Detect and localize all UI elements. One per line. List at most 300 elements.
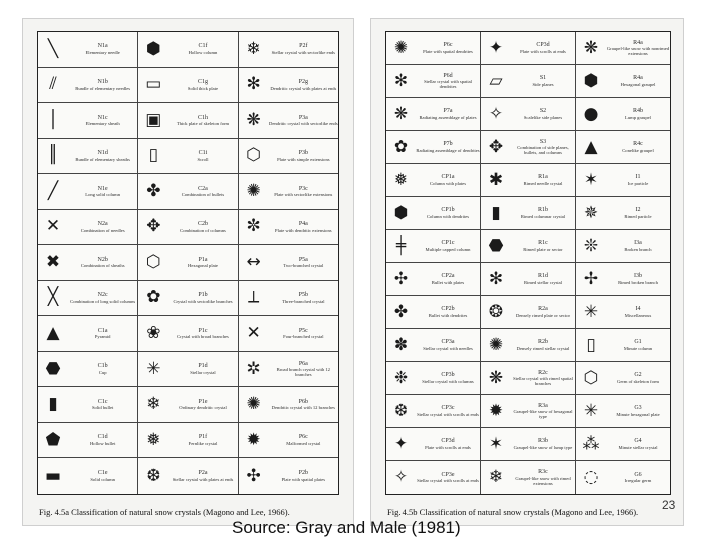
crystal-name: Rimed particle [624,213,652,219]
crystal-code: CP3d [536,42,550,49]
crystal-label [416,273,480,285]
crystal-code: R3b [537,438,548,445]
crystal-name: Rimed stellar crystal [523,279,562,285]
snow-crystal-table-a [37,31,339,495]
crystal-label [168,257,237,269]
snow-crystal-icon: ✻ [393,70,409,91]
crystal-cell [386,395,481,427]
snow-crystal-icon: ✤ [393,301,409,322]
crystal-name: Ordinary dendritic crystal [179,405,227,411]
crystal-label [168,186,237,198]
crystal-label [511,438,575,450]
crystal-code: R2c [538,369,548,376]
snow-crystal-icon: ✕ [45,216,61,237]
snow-crystal-icon: ❋ [488,367,504,388]
crystal-name: Combination of bullets [181,192,225,198]
crystal-label [606,207,670,219]
snow-crystal-icon: ✶ [583,169,599,190]
crystal-label [606,405,670,417]
crystal-code: C1h [197,114,208,121]
snow-crystal-icon: ⁂ [582,433,600,454]
crystal-code: R2b [537,339,548,346]
crystal-code: R1a [538,174,548,181]
crystal-label [68,257,137,269]
table-row [386,362,670,395]
crystal-label [416,472,480,484]
crystal-label [269,115,338,127]
crystal-cell [38,423,138,458]
crystal-name: Ice particle [627,180,649,186]
crystal-code: P5c [298,327,308,334]
crystal-code: CP2b [441,306,455,313]
crystal-code: C1e [97,470,108,477]
crystal-code: CP2a [441,273,455,280]
crystal-label [511,108,575,120]
crystal-cell [481,164,576,196]
figure-caption-b: Fig. 4.5b Classification of natural snow crystals (Magono and Lee, 1966). [387,507,639,517]
table-row [386,395,670,428]
snow-crystal-icon: ✿ [393,136,409,157]
crystal-code: P3a [298,114,308,121]
crystal-name: Hexagonal graupel [620,81,656,87]
snow-crystal-icon: ✥ [146,216,161,237]
crystal-cell [386,98,481,130]
crystal-code: P6b [298,398,308,405]
crystal-code: N1c [97,114,108,121]
snow-crystal-icon: ✳ [583,301,599,322]
crystal-label [68,186,137,198]
crystal-cell [38,387,138,422]
crystal-cell [138,458,238,494]
crystal-cell [386,131,481,163]
crystal-name: Broken branch [624,246,652,252]
crystal-code: N2b [97,256,108,263]
crystal-name: Dendritic crystal with 12 branches [271,405,335,411]
crystal-name: Densely rimed plate or sector [515,312,571,318]
crystal-name: Long solid column [85,192,121,198]
snow-crystal-icon: ✲ [246,358,261,379]
crystal-name: Bundle of elementary needles [75,85,131,91]
crystal-name: Minute stellar crystal [618,444,658,450]
crystal-label [168,434,237,446]
snow-crystal-icon: ✦ [488,37,504,58]
table-row [38,174,338,210]
crystal-name: Combination of columns [180,227,226,233]
table-row [386,230,670,263]
crystal-name: Pyramid [94,334,111,340]
crystal-label [416,108,480,120]
crystal-code: P1c [198,327,208,334]
snow-crystal-icon: ⟂ [247,287,260,308]
crystal-cell [386,197,481,229]
crystal-code: P2g [298,78,308,85]
crystal-name: Hexagonal plate [188,263,218,269]
crystal-code: P2f [299,43,308,50]
crystal-code: CP1a [441,174,455,181]
crystal-label [511,240,575,252]
crystal-cell [138,210,238,245]
crystal-label [511,273,575,285]
crystal-code: CP3d [441,438,455,445]
snow-crystal-icon: ✱ [488,169,504,190]
crystal-name: Cup [98,369,107,375]
crystal-label [606,273,670,285]
crystal-code: S3 [539,138,547,145]
crystal-cell [481,131,576,163]
crystal-label [68,292,137,304]
table-row [38,423,338,459]
crystal-cell [239,316,338,351]
snow-crystal-icon: ❋ [583,37,599,58]
snow-crystal-icon: ⬟ [45,429,61,450]
snow-crystal-icon: ▱ [489,70,503,91]
crystal-label [168,115,237,127]
snow-crystal-icon: ↔ [246,251,261,272]
crystal-label [68,399,137,411]
crystal-cell [38,68,138,103]
crystal-label [168,328,237,340]
crystal-cell [38,32,138,67]
snow-crystal-icon: ✳ [146,358,161,379]
crystal-name: Miscellaneous [624,312,652,318]
crystal-label [606,472,670,484]
crystal-name: Irregular germ [624,478,652,484]
snow-crystal-icon: ⬢ [145,38,161,59]
crystal-code: P1a [198,256,208,263]
crystal-label [269,470,338,482]
crystal-code: CP3a [441,339,455,346]
crystal-label [606,438,670,450]
crystal-name: Stellar crystal with rimed spatial branches [513,376,573,387]
crystal-label [511,370,575,387]
crystal-label [269,221,338,233]
figure-caption-a: Fig. 4.5a Classification of natural snow crystals (Magono and Lee, 1966). [39,507,290,517]
source-credit: Source: Gray and Male (1981) [232,518,461,537]
table-row [38,210,338,246]
crystal-name: Combination of needles [80,227,125,233]
snow-crystal-icon: ╲ [47,38,59,59]
crystal-code: P2b [298,470,308,477]
crystal-cell [481,263,576,295]
crystal-cell [138,423,238,458]
crystal-name: Solid column [90,476,115,482]
crystal-label [68,115,137,127]
crystal-code: R4a [633,39,643,46]
crystal-name: Hollow bullet [89,440,116,446]
snow-crystal-icon: ❉ [393,367,409,388]
crystal-name: Lump graupel [625,114,651,120]
crystal-code: S1 [539,75,547,82]
crystal-label [416,141,480,153]
crystal-code: G6 [634,471,642,478]
crystal-name: Densely rimed stellar crystal [516,345,570,351]
crystal-label [606,372,670,384]
crystal-cell [576,329,670,361]
crystal-code: R1c [538,240,548,247]
crystal-label [416,73,480,90]
crystal-name: Conelike graupel [622,147,654,153]
crystal-name: Combination of long solid columns [70,298,136,304]
crystal-cell [576,362,670,394]
crystal-code: P1b [198,292,208,299]
crystal-label [416,306,480,318]
crystal-code: CP1c [441,240,455,247]
crystal-code: P1d [198,363,208,370]
crystal-label [269,79,338,91]
crystal-code: G4 [634,438,642,445]
table-row [38,458,338,494]
crystal-name: Dendritic crystal with plates at ends [270,85,337,91]
figure-4-5b-scan [370,18,684,526]
crystal-cell [38,352,138,387]
crystal-cell [386,296,481,328]
crystal-cell [386,329,481,361]
crystal-cell [481,65,576,97]
crystal-name: Stellar crystal with plates at ends [172,476,234,482]
crystal-code: G1 [634,339,642,346]
crystal-label [269,43,338,55]
crystal-name: Bullet with dendrites [428,312,468,318]
snow-crystal-icon: ❂ [488,301,504,322]
crystal-name: Rimed broken branch [618,279,658,285]
crystal-label [416,240,480,252]
crystal-name: Minute hexagonal plate [616,411,660,417]
crystal-cell [481,98,576,130]
crystal-code: C1f [198,43,208,50]
table-row [38,281,338,317]
crystal-label [168,221,237,233]
crystal-cell [239,174,338,209]
crystal-name: Plate with scrolls at ends [520,48,566,54]
crystal-code: I1 [635,174,641,181]
snow-crystal-icon: ● [583,103,599,124]
crystal-name: Plate with simple extensions [277,156,330,162]
crystal-label [168,43,237,55]
snow-crystal-icon: ✢ [583,268,599,289]
table-row [38,103,338,139]
crystal-code: R1b [537,207,548,214]
crystal-name: Stellar crystal with scrolls at ends [417,478,479,484]
crystal-cell [138,139,238,174]
table-row [386,329,670,362]
crystal-name: Crystal with broad branches [177,334,229,340]
crystal-cell [138,174,238,209]
crystal-cell [386,362,481,394]
snow-crystal-icon: ▯ [148,145,158,166]
table-row [386,197,670,230]
crystal-name: Germ of skeleton form [617,378,659,384]
crystal-cell [576,131,670,163]
crystal-code: I3b [634,273,642,280]
snow-crystal-icon: ⬡ [583,367,599,388]
crystal-cell [239,281,338,316]
crystal-label [511,339,575,351]
crystal-code: CP3c [441,405,455,412]
snow-crystal-icon: ⬣ [45,358,61,379]
crystal-name: Stellar crystal with sectorlike ends [271,50,335,56]
crystal-name: Three-branched crystal [282,298,325,304]
snow-crystal-icon: ✤ [146,180,161,201]
crystal-cell [239,387,338,422]
crystal-label [68,150,137,162]
crystal-code: N1a [97,43,108,50]
crystal-code: P1e [198,398,208,405]
snow-crystal-icon: ✣ [393,268,409,289]
snow-crystal-icon: ❋ [393,103,409,124]
crystal-label [606,40,670,57]
snow-crystal-icon: ❋ [246,109,261,130]
snow-crystal-icon: ╱ [47,180,59,201]
crystal-code: CP3b [441,372,455,379]
snow-crystal-icon: ⬡ [246,145,262,166]
figure-4-5a-scan [22,18,354,526]
crystal-code: G3 [634,405,642,412]
snow-crystal-icon: ❊ [583,235,599,256]
snow-crystal-icon: ▭ [145,74,162,95]
crystal-code: I4 [635,306,641,313]
crystal-name: Radiating assemblage of plates [419,114,477,120]
crystal-cell [138,32,238,67]
snow-crystal-icon: ❆ [393,400,409,421]
snow-crystal-icon: ❄ [488,467,504,487]
crystal-code: P4a [298,221,308,228]
crystal-code: P7b [443,141,453,148]
crystal-label [68,470,137,482]
snow-crystal-icon: ✵ [583,202,599,223]
crystal-cell [481,230,576,262]
snow-crystal-icon: ╪ [395,235,407,256]
crystal-name: Two-branched crystal [283,263,324,269]
snow-crystal-icon: ✖ [45,251,61,272]
crystal-name: Scroll [197,156,209,162]
crystal-name: Graupel-like snow of lump type [513,444,573,450]
crystal-cell [481,395,576,427]
crystal-cell [576,230,670,262]
snow-crystal-icon: │ [47,109,59,130]
crystal-code: C1i [198,150,208,157]
crystal-code: C2b [197,221,208,228]
snow-crystal-icon: ⬢ [393,202,409,223]
crystal-name: Elementary needle [85,50,120,56]
crystal-label [168,470,237,482]
crystal-label [416,372,480,384]
crystal-name: Minute column [623,345,653,351]
crystal-cell [38,245,138,280]
crystal-code: P5a [298,256,308,263]
crystal-name: Hollow column [188,50,218,56]
snow-crystal-icon: ✺ [488,334,504,355]
crystal-cell [138,245,238,280]
crystal-cell [386,230,481,262]
crystal-name: Thick plate of skeleton form [176,121,230,127]
crystal-cell [138,316,238,351]
crystal-cell [138,68,238,103]
crystal-code: CP3e [441,471,455,478]
crystal-cell [576,98,670,130]
snow-crystal-icon: ✻ [246,74,261,95]
crystal-name: Combination of side planes, bullets, and columns [517,145,569,156]
crystal-label [511,207,575,219]
crystal-name: Graupel-like snow of hexagonal type [513,409,573,420]
crystal-cell [386,461,481,494]
crystal-code: P6c [443,42,453,49]
crystal-code: N1d [97,150,108,157]
crystal-cell [138,281,238,316]
crystal-label [68,434,137,446]
crystal-label [511,306,575,318]
crystal-cell [576,32,670,64]
crystal-name: Elementary sheath [85,121,120,127]
crystal-label [168,79,237,91]
snow-crystal-icon: ▮ [48,394,58,415]
crystal-label [269,399,338,411]
crystal-code: P3b [298,150,308,157]
crystal-label [606,240,670,252]
crystal-cell [239,68,338,103]
crystal-label [168,292,237,304]
crystal-label [68,363,137,375]
crystal-name: Broad branch crystal with 12 branches [276,367,330,378]
crystal-label [416,339,480,351]
crystal-cell [576,428,670,460]
crystal-label [511,469,575,486]
snow-crystal-icon: ✶ [488,433,504,454]
crystal-name: Stellar crystal with needles [423,345,473,351]
crystal-cell [386,65,481,97]
crystal-label [269,186,338,198]
crystal-code: P2a [198,470,208,477]
crystal-code: N1b [97,78,108,85]
snow-crystal-icon: ❅ [146,429,161,450]
crystal-cell [481,32,576,64]
crystal-name: Dendritic crystal with sectorlike ends [269,121,338,127]
crystal-code: N1e [97,185,108,192]
crystal-name: Plate with spatial dendrites [423,48,473,54]
crystal-name: Radiating assemblage of dendrites [416,147,480,153]
crystal-name: Stellar crystal [190,369,216,375]
crystal-code: P7a [443,108,453,115]
crystal-code: R4b [632,108,643,115]
snow-crystal-icon: ▮ [491,202,501,223]
crystal-cell [386,263,481,295]
crystal-cell [38,174,138,209]
crystal-name: Scalelike side planes [523,114,563,120]
crystal-cell [138,103,238,138]
crystal-code: P5b [298,292,308,299]
crystal-label [269,257,338,269]
table-row [386,32,670,65]
table-row [386,131,670,164]
crystal-name: Side planes [532,81,554,87]
crystal-code: C2a [198,185,208,192]
crystal-cell [386,32,481,64]
crystal-label [416,405,480,417]
crystal-cell [239,423,338,458]
crystal-label [416,438,480,450]
crystal-label [168,150,237,162]
table-row [386,263,670,296]
crystal-cell [239,352,338,387]
crystal-cell [576,65,670,97]
crystal-cell [576,296,670,328]
crystal-label [269,150,338,162]
crystal-cell [576,197,670,229]
crystal-label [68,221,137,233]
table-row [386,98,670,131]
snow-crystal-icon: ❄ [146,394,161,415]
table-row [386,296,670,329]
crystal-code: I2 [635,207,641,214]
